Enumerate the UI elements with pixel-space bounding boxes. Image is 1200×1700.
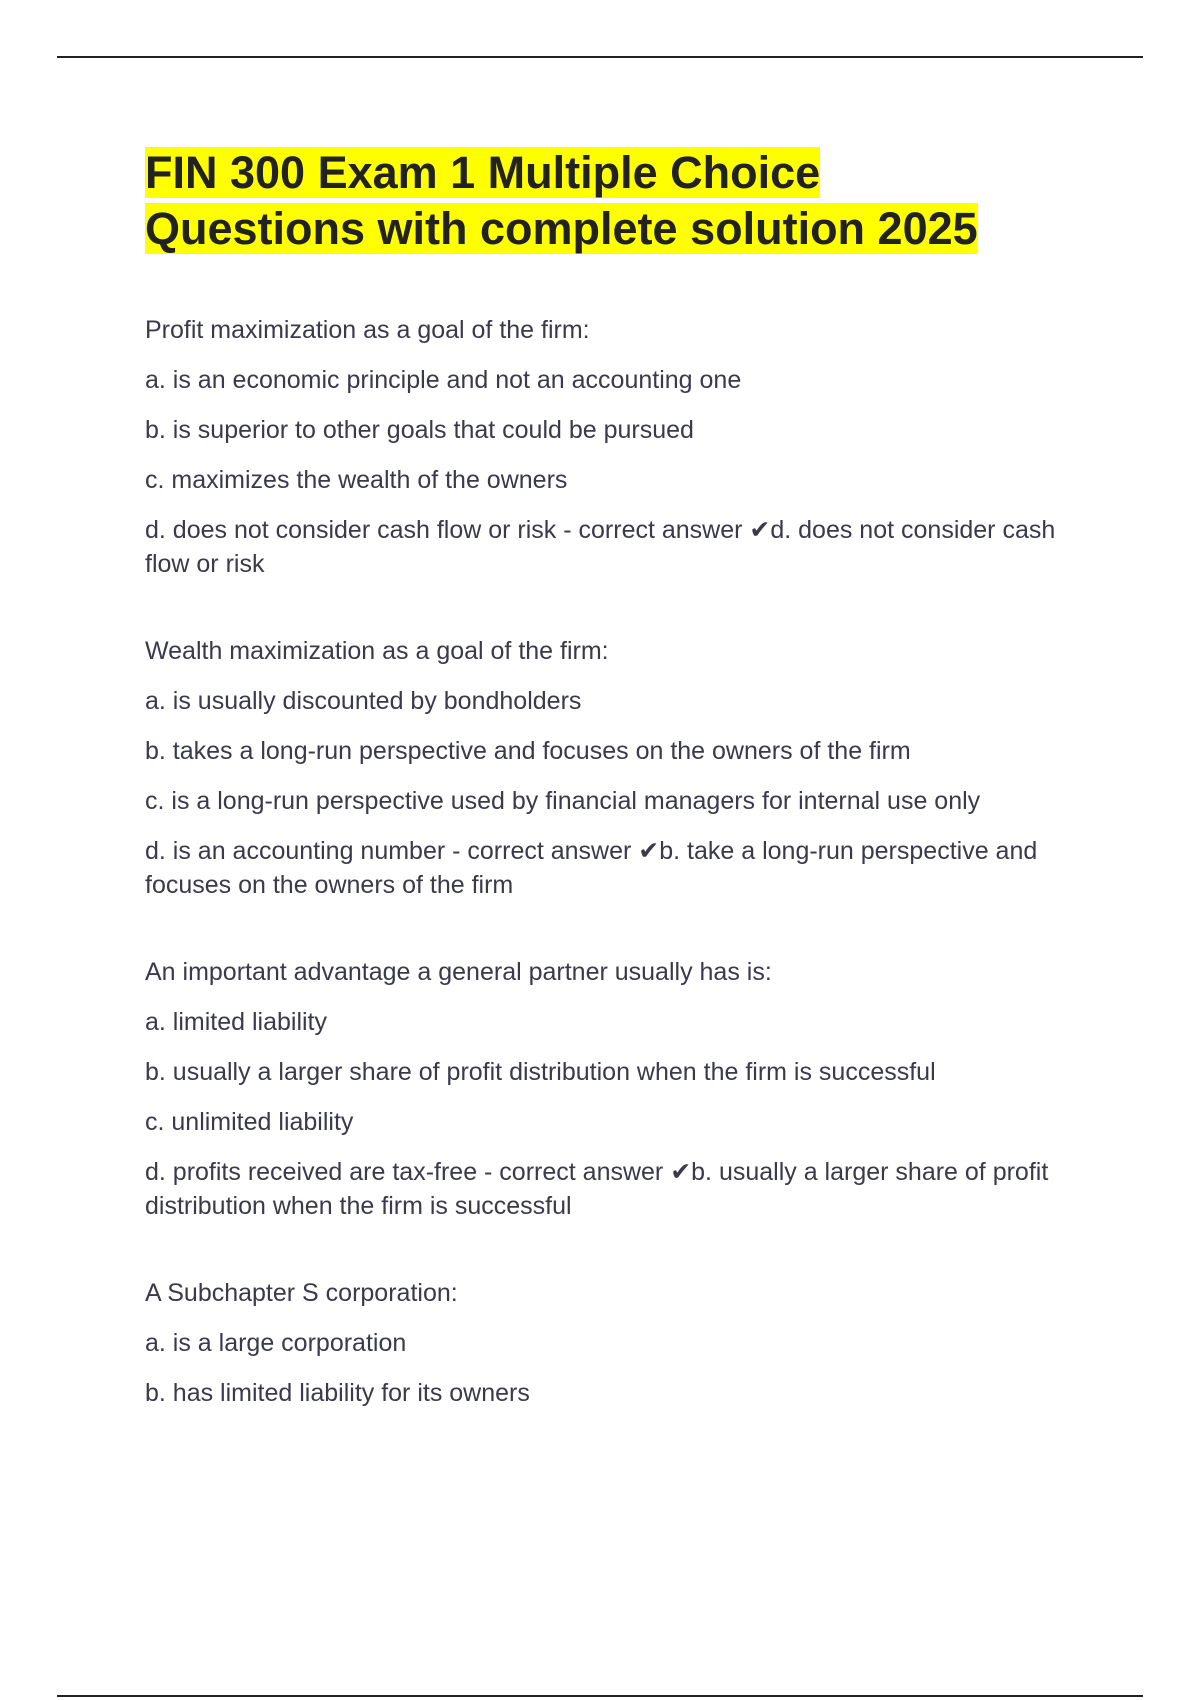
option-a: a. is usually discounted by bondholders — [145, 687, 582, 715]
title-line-2: Questions with complete solution 2025 — [145, 203, 978, 254]
option-b: b. is superior to other goals that could be pursued — [145, 416, 694, 444]
question-prompt: Profit maximization as a goal of the firm: — [145, 316, 590, 344]
question-3 — [145, 955, 1105, 1223]
option-b: b. usually a larger share of profit distribution when the firm is successful — [145, 1058, 936, 1086]
option-d-with-answer: d. profits received are tax-free - correct answer ✔b. usually a larger share of profit distribution when the firm is successful — [145, 1158, 1049, 1220]
title-line-1: FIN 300 Exam 1 Multiple Choice — [145, 147, 821, 198]
option-c: c. maximizes the wealth of the owners — [145, 466, 568, 494]
question-prompt: An important advantage a general partner usually has is: — [145, 958, 772, 986]
question-prompt: A Subchapter S corporation: — [145, 1279, 458, 1307]
option-a: a. is an economic principle and not an accounting one — [145, 366, 742, 394]
bottom-rule — [57, 1695, 1143, 1697]
option-b: b. has limited liability for its owners — [145, 1379, 530, 1407]
option-a: a. limited liability — [145, 1008, 328, 1036]
option-c: c. unlimited liability — [145, 1108, 354, 1136]
question-1 — [145, 313, 1105, 581]
question-4 — [145, 1276, 1105, 1410]
option-c: c. is a long-run perspective used by financial managers for internal use only — [145, 787, 981, 815]
option-b: b. takes a long-run perspective and focuses on the owners of the firm — [145, 737, 911, 765]
option-d-with-answer: d. does not consider cash flow or risk - correct answer ✔d. does not consider cash flow or risk — [145, 516, 1056, 578]
question-prompt: Wealth maximization as a goal of the firm: — [145, 637, 609, 665]
document-title — [145, 145, 1105, 257]
option-a: a. is a large corporation — [145, 1329, 407, 1357]
option-d-with-answer: d. is an accounting number - correct answer ✔b. take a long-run perspective and focuses on the owners of the firm — [145, 837, 1038, 899]
question-2 — [145, 634, 1105, 902]
document-body — [145, 145, 1105, 1426]
top-rule — [57, 56, 1143, 58]
